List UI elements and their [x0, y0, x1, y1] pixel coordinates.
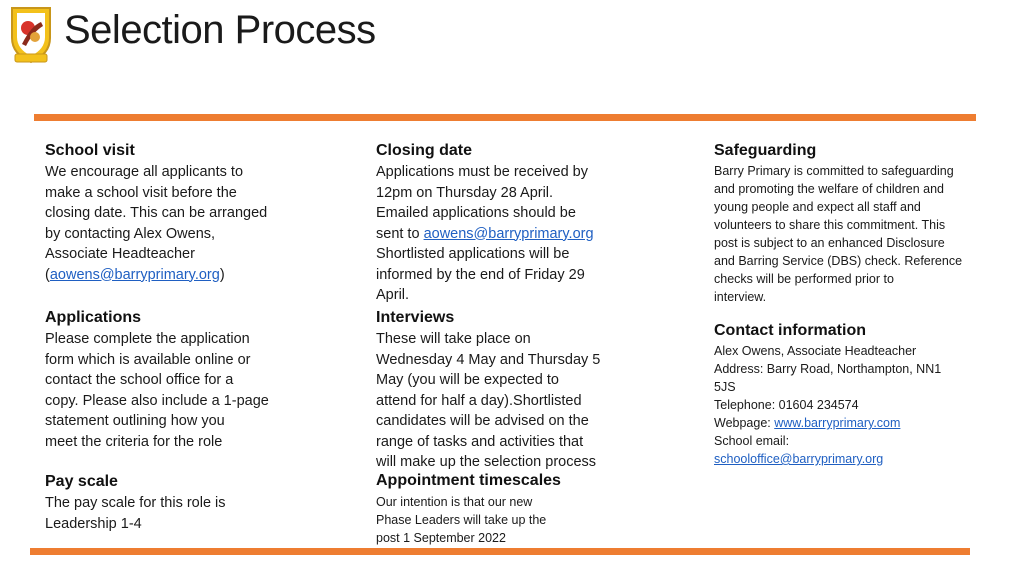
- closing-date-line: 12pm on Thursday 28 April.: [376, 184, 554, 201]
- top-divider: [34, 114, 976, 121]
- sent-to-text: sent to: [376, 225, 424, 242]
- applications-line: statement outlining how you: [45, 413, 225, 429]
- contact-heading: Contact information: [714, 322, 866, 339]
- pay-scale-heading: Pay scale: [45, 473, 118, 490]
- interviews-line: May (you will be expected to: [376, 372, 559, 388]
- contact-section: [714, 320, 994, 468]
- closing-date-line: Emailed applications should be: [376, 205, 576, 221]
- safeguarding-line: and Barring Service (DBS) check. Reference: [714, 254, 963, 268]
- applications-heading: Applications: [45, 309, 142, 326]
- safeguarding-line: and promoting the welfare of children and: [714, 182, 945, 196]
- closing-date-line: informed by the end of Friday 29: [376, 266, 585, 283]
- closing-date-heading: Closing date: [376, 142, 473, 159]
- interviews-line: will make up the selection process: [376, 454, 597, 470]
- interviews-line: attend for half a day).Shortlisted: [376, 392, 582, 409]
- paren-open: (: [45, 266, 50, 283]
- interviews-line: range of tasks and activities that: [376, 433, 584, 450]
- appointment-line: Phase Leaders will take up the: [376, 513, 547, 527]
- school-visit-line: by contacting Alex Owens,: [45, 225, 216, 242]
- closing-date-line: Shortlisted applications will be: [376, 246, 570, 262]
- applications-line: contact the school office for a: [45, 372, 234, 388]
- applications-email-link[interactable]: aowens@barryprimary.org: [423, 225, 594, 242]
- safeguarding-line: young people and expect all staff and: [714, 200, 921, 214]
- contact-email-label: School email:: [714, 434, 790, 448]
- contact-webpage-line: [714, 414, 994, 432]
- website-link[interactable]: www.barryprimary.com: [774, 416, 901, 430]
- page-title: Selection Process: [64, 8, 376, 52]
- safeguarding-line: volunteers to share this commitment. This: [714, 218, 946, 232]
- appointment-heading: Appointment timescales: [376, 472, 561, 489]
- pay-scale-line: Leadership 1-4: [45, 515, 142, 532]
- contact-name: Alex Owens, Associate Headteacher: [714, 344, 917, 358]
- school-crest-icon: [8, 4, 54, 66]
- closing-date-section: [376, 140, 676, 306]
- pay-scale-line: The pay scale for this role is: [45, 495, 226, 511]
- interviews-line: Wednesday 4 May and Thursday 5: [376, 351, 601, 368]
- contact-email-line: [714, 450, 994, 468]
- school-visit-line: We encourage all applicants to: [45, 164, 244, 180]
- closing-date-line: April.: [376, 287, 410, 303]
- school-visit-line: Associate Headteacher: [45, 246, 195, 262]
- school-visit-section: [45, 140, 345, 285]
- paren-close: ): [219, 266, 225, 283]
- interviews-line: candidates will be advised on the: [376, 413, 589, 429]
- contact-address-postcode: 5JS: [714, 380, 736, 394]
- appointment-line: Our intention is that our new: [376, 495, 533, 509]
- contact-telephone: Telephone: 01604 234574: [714, 398, 859, 412]
- bottom-divider: [30, 548, 970, 555]
- interviews-section: [376, 307, 676, 473]
- school-visit-heading: School visit: [45, 142, 135, 159]
- applications-line: meet the criteria for the role: [45, 433, 223, 450]
- webpage-label: Webpage:: [714, 416, 775, 430]
- appointment-line: post 1 September 2022: [376, 531, 506, 545]
- safeguarding-line: interview.: [714, 290, 767, 304]
- school-visit-line: closing date. This can be arranged: [45, 205, 268, 221]
- contact-address: Address: Barry Road, Northampton, NN1: [714, 362, 942, 376]
- school-email-link[interactable]: schooloffice@barryprimary.org: [714, 452, 884, 466]
- pay-scale-section: [45, 471, 345, 534]
- closing-date-email-line: [376, 224, 676, 245]
- closing-date-line: Applications must be received by: [376, 164, 588, 180]
- safeguarding-line: checks will be performed prior to: [714, 272, 894, 286]
- school-visit-email-line: [45, 265, 345, 286]
- school-visit-line: make a school visit before the: [45, 184, 237, 201]
- appointment-section: [376, 470, 676, 547]
- safeguarding-line: Barry Primary is committed to safeguarding: [714, 164, 954, 178]
- applications-line: Please complete the application: [45, 331, 250, 347]
- interviews-heading: Interviews: [376, 309, 455, 326]
- applications-line: copy. Please also include a 1-page: [45, 392, 269, 409]
- interviews-line: These will take place on: [376, 331, 531, 347]
- safeguarding-heading: Safeguarding: [714, 142, 817, 159]
- headteacher-email-link[interactable]: aowens@barryprimary.org: [49, 266, 220, 283]
- safeguarding-section: [714, 140, 994, 306]
- safeguarding-line: post is subject to an enhanced Disclosure: [714, 236, 945, 250]
- applications-section: [45, 307, 345, 452]
- applications-line: form which is available online or: [45, 351, 251, 368]
